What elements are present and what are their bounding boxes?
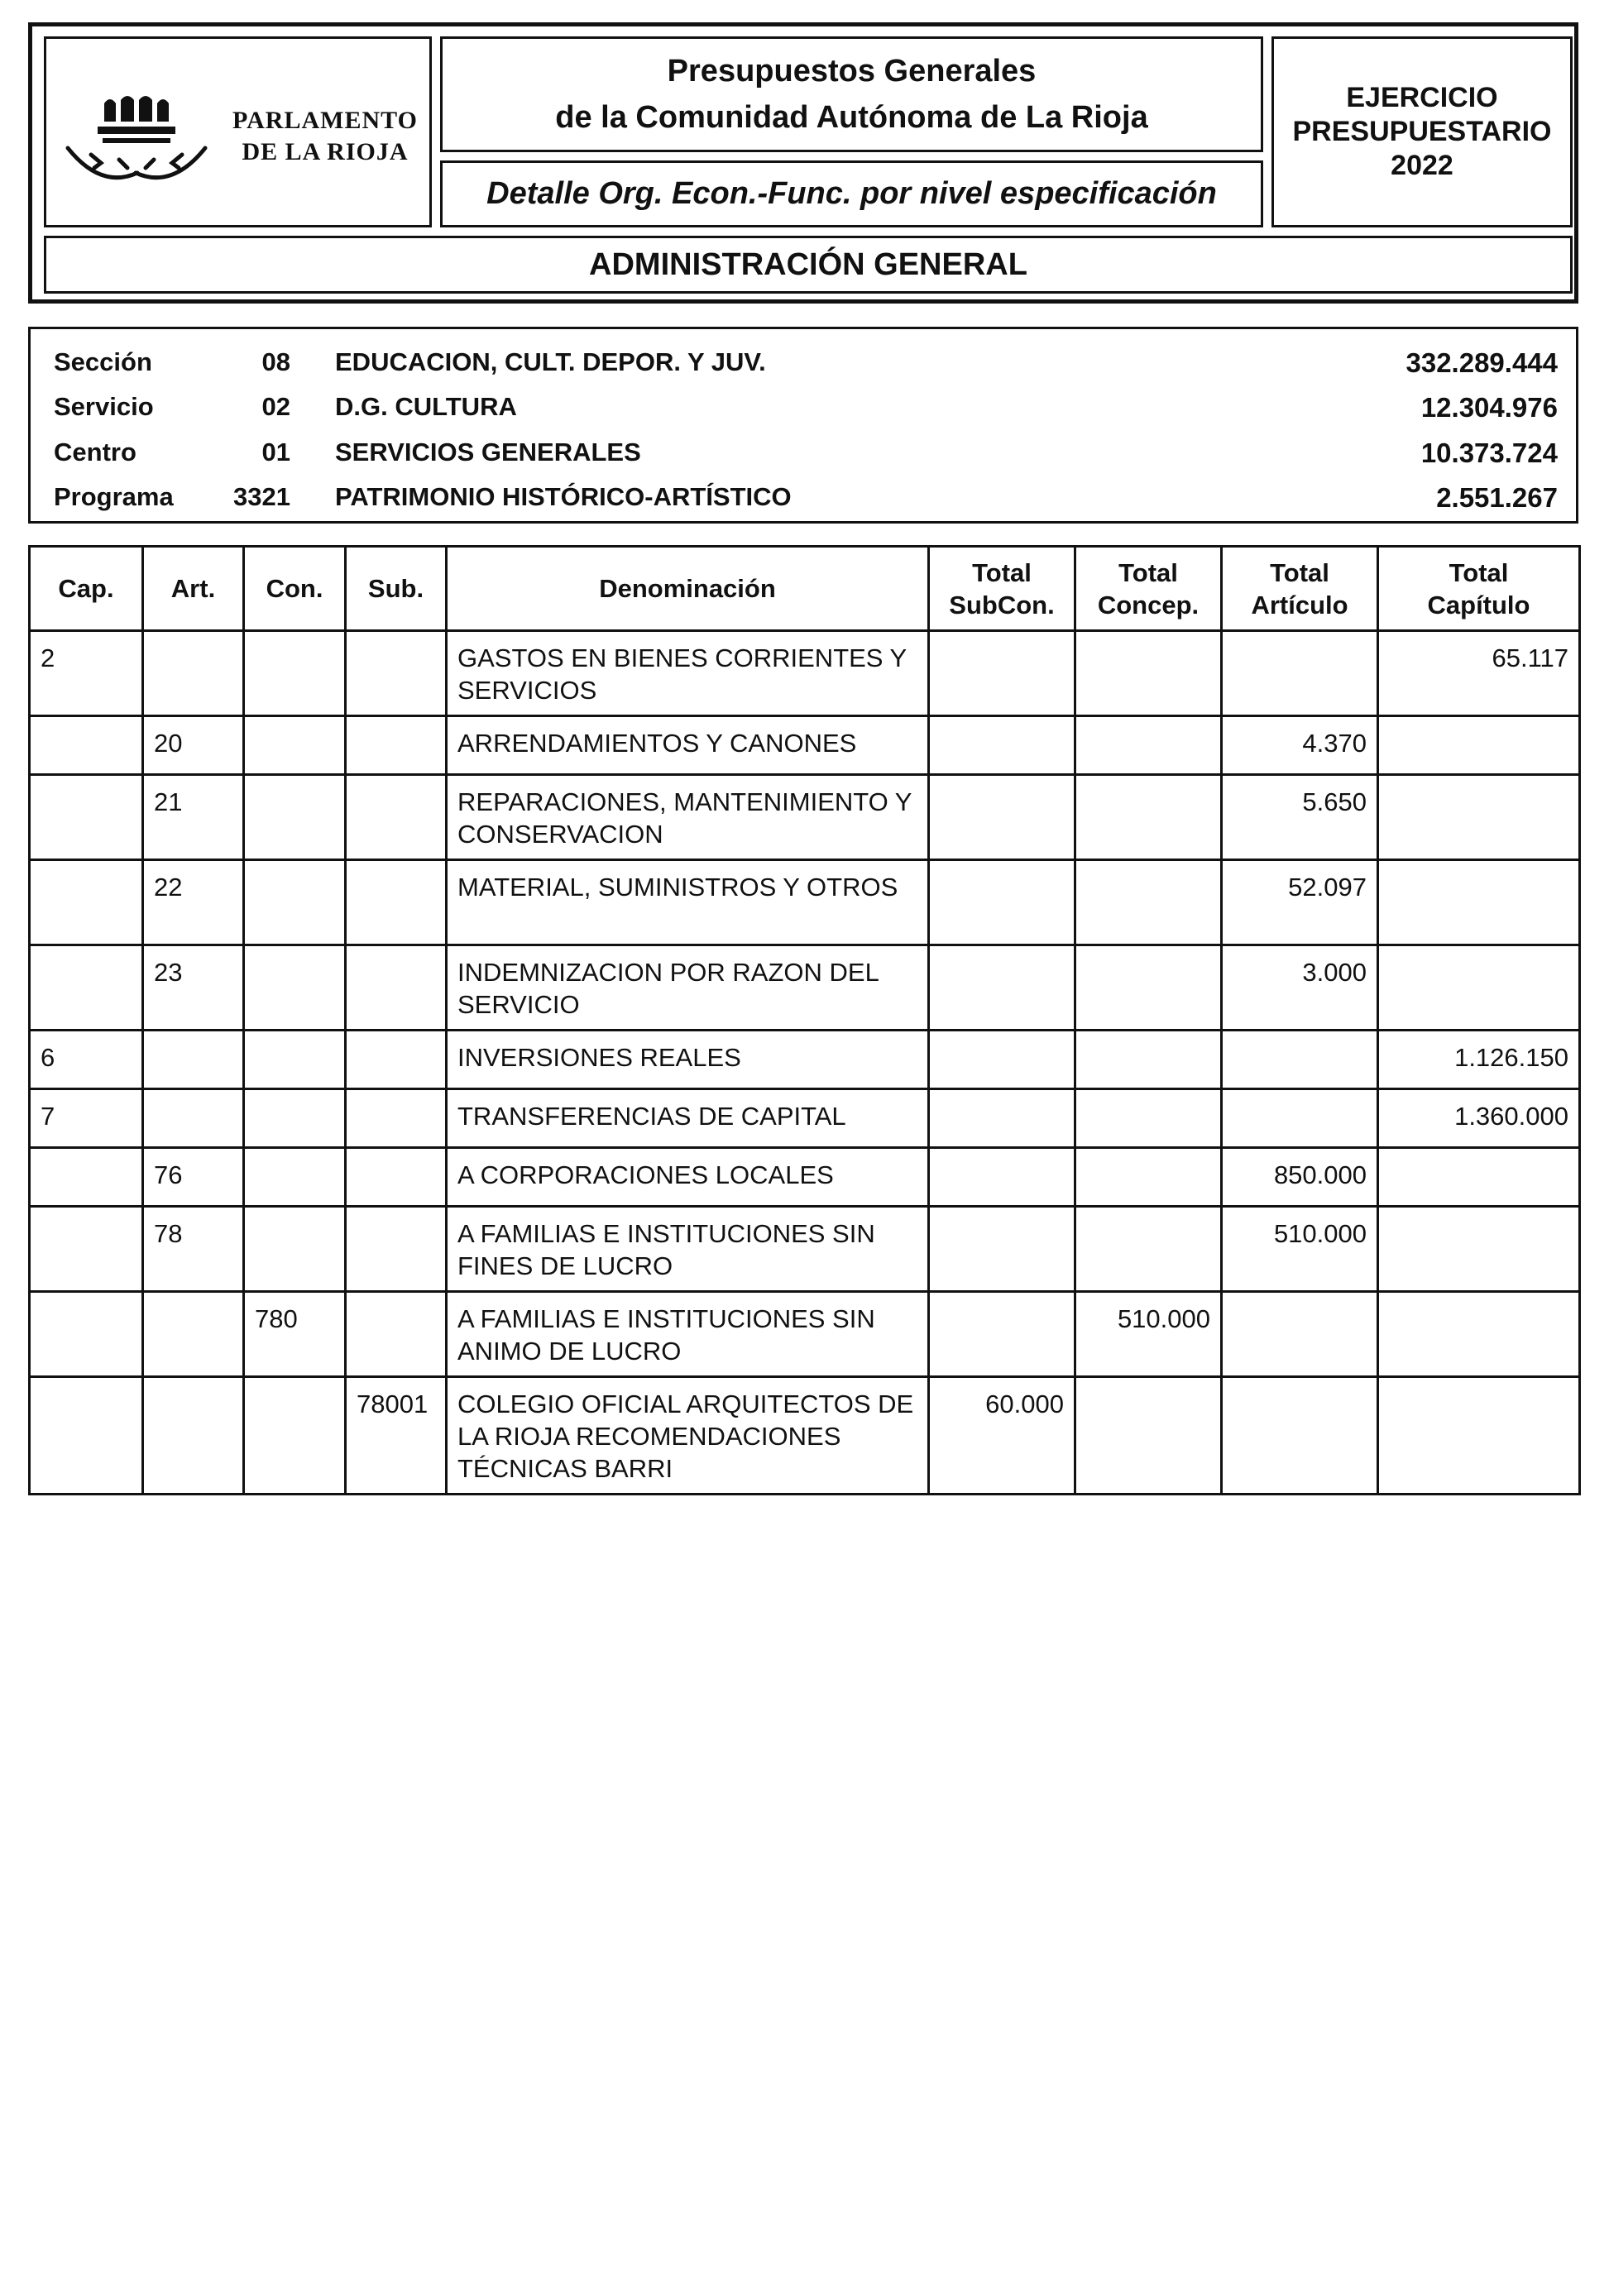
cell-total-capitulo (1378, 716, 1580, 775)
cell-art: 21 (143, 775, 244, 860)
cell-total-concep (1075, 775, 1222, 860)
cell-total-capitulo (1378, 775, 1580, 860)
cell-art (143, 631, 244, 716)
cell-cap (30, 775, 143, 860)
cell-total-articulo (1222, 1292, 1378, 1377)
info-label: Servicio (54, 392, 154, 421)
header-line: Total (972, 557, 1032, 587)
cell-con (244, 716, 346, 775)
parliament-name (222, 105, 429, 168)
cell-sub (346, 1207, 447, 1292)
cell-total-concep (1075, 1377, 1222, 1495)
title-line1: Presupuestos Generales (667, 54, 1037, 88)
col-header-total-subcon (929, 547, 1075, 631)
info-amount: 12.304.976 (1420, 392, 1558, 423)
cell-sub: 78001 (346, 1377, 447, 1495)
cell-denominacion: COLEGIO OFICIAL ARQUITECTOS DE LA RIOJA RECOMENDACIONES TÉCNICAS BARRI (447, 1377, 929, 1495)
year-label-line2: PRESUPUESTARIO (1292, 116, 1552, 147)
header-line: Total (1449, 557, 1509, 587)
cell-art (143, 1089, 244, 1148)
parliament-name-line1: PARLAMENTO (232, 107, 418, 134)
cell-total-capitulo (1378, 1148, 1580, 1207)
info-description: EDUCACION, CULT. DEPOR. Y JUV. (335, 347, 766, 376)
cell-total-capitulo: 1.360.000 (1378, 1089, 1580, 1148)
cell-total-articulo (1222, 1089, 1378, 1148)
administration-title (44, 236, 1573, 294)
cell-cap (30, 1148, 143, 1207)
cell-total-concep (1075, 1089, 1222, 1148)
cell-total-articulo: 5.650 (1222, 775, 1378, 860)
cell-denominacion: MATERIAL, SUMINISTROS Y OTROS (447, 860, 929, 945)
cell-art (143, 1377, 244, 1495)
cell-total-subcon (929, 1292, 1075, 1377)
cell-total-concep (1075, 860, 1222, 945)
header-line: Capítulo (1427, 590, 1530, 619)
cell-total-articulo (1222, 1377, 1378, 1495)
cell-total-subcon (929, 1148, 1075, 1207)
header-line: SubCon. (949, 590, 1055, 619)
header-line: Concep. (1097, 590, 1200, 619)
cell-total-articulo (1222, 631, 1378, 716)
cell-total-capitulo (1378, 860, 1580, 945)
cell-con (244, 945, 346, 1031)
document-header (28, 22, 1578, 304)
info-code: 01 (261, 438, 290, 466)
cell-total-articulo: 52.097 (1222, 860, 1378, 945)
cell-sub (346, 1148, 447, 1207)
cell-cap (30, 716, 143, 775)
cell-total-subcon (929, 1089, 1075, 1148)
cell-sub (346, 1031, 447, 1089)
parliament-name-line2: DE LA RIOJA (242, 138, 409, 165)
info-amount: 2.551.267 (1436, 482, 1558, 513)
cell-art: 22 (143, 860, 244, 945)
table-row (30, 1148, 1580, 1207)
cell-total-capitulo: 65.117 (1378, 631, 1580, 716)
table-row (30, 1377, 1580, 1495)
cell-sub (346, 716, 447, 775)
col-header-cap: Cap. (30, 547, 143, 631)
cell-art (143, 1292, 244, 1377)
cell-con (244, 1377, 346, 1495)
cell-total-subcon (929, 860, 1075, 945)
cell-total-concep: 510.000 (1075, 1292, 1222, 1377)
info-row-servicio (31, 384, 1576, 428)
cell-total-concep (1075, 1207, 1222, 1292)
table-row (30, 775, 1580, 860)
cell-denominacion: A CORPORACIONES LOCALES (447, 1148, 929, 1207)
cell-total-capitulo: 1.126.150 (1378, 1031, 1580, 1089)
cell-cap (30, 945, 143, 1031)
cell-total-subcon (929, 945, 1075, 1031)
cell-total-subcon (929, 631, 1075, 716)
cell-art: 23 (143, 945, 244, 1031)
logo-panel (44, 36, 432, 227)
info-description: PATRIMONIO HISTÓRICO-ARTÍSTICO (335, 482, 792, 511)
cell-cap: 7 (30, 1089, 143, 1148)
cell-sub (346, 945, 447, 1031)
cell-con (244, 775, 346, 860)
info-code: 02 (261, 392, 290, 421)
cell-total-articulo: 850.000 (1222, 1148, 1378, 1207)
cell-con (244, 1031, 346, 1089)
info-description: D.G. CULTURA (335, 392, 517, 421)
cell-total-capitulo (1378, 1377, 1580, 1495)
cell-con (244, 631, 346, 716)
document-title (440, 36, 1263, 152)
cell-total-subcon (929, 716, 1075, 775)
cell-denominacion: ARRENDAMIENTOS Y CANONES (447, 716, 929, 775)
info-row-centro (31, 429, 1576, 474)
info-label: Centro (54, 438, 136, 466)
cell-denominacion: GASTOS EN BIENES CORRIENTES Y SERVICIOS (447, 631, 929, 716)
cell-cap (30, 1377, 143, 1495)
year-label-line1: EJERCICIO (1346, 82, 1498, 113)
info-amount: 10.373.724 (1420, 438, 1558, 468)
info-description: SERVICIOS GENERALES (335, 438, 641, 466)
table-header-row (30, 547, 1580, 631)
cell-art (143, 1031, 244, 1089)
cell-art: 20 (143, 716, 244, 775)
cell-art: 76 (143, 1148, 244, 1207)
subtitle-text: Detalle Org. Econ.-Func. por nivel especificación (486, 176, 1217, 211)
cell-denominacion: A FAMILIAS E INSTITUCIONES SIN FINES DE LUCRO (447, 1207, 929, 1292)
table-row (30, 860, 1580, 945)
header-line: Artículo (1251, 590, 1348, 619)
cell-cap (30, 1207, 143, 1292)
cell-total-articulo: 3.000 (1222, 945, 1378, 1031)
cell-sub (346, 1292, 447, 1377)
info-code: 08 (261, 347, 290, 376)
budget-year-panel (1271, 36, 1573, 227)
col-header-art: Art. (143, 547, 244, 631)
table-row (30, 716, 1580, 775)
cell-cap: 6 (30, 1031, 143, 1089)
info-amount: 332.289.444 (1405, 347, 1558, 378)
cell-total-concep (1075, 1148, 1222, 1207)
info-row-programa (31, 474, 1576, 519)
col-header-total-articulo (1222, 547, 1378, 631)
cell-total-concep (1075, 945, 1222, 1031)
cell-cap: 2 (30, 631, 143, 716)
document-subtitle (440, 160, 1263, 227)
cell-total-capitulo (1378, 1207, 1580, 1292)
header-line: Total (1270, 557, 1329, 587)
cell-total-articulo: 510.000 (1222, 1207, 1378, 1292)
cell-total-concep (1075, 631, 1222, 716)
budget-table (28, 545, 1581, 1495)
table-row (30, 1089, 1580, 1148)
cell-denominacion: A FAMILIAS E INSTITUCIONES SIN ANIMO DE LUCRO (447, 1292, 929, 1377)
cell-sub (346, 631, 447, 716)
cell-cap (30, 1292, 143, 1377)
col-header-sub: Sub. (346, 547, 447, 631)
cell-total-subcon: 60.000 (929, 1377, 1075, 1495)
cell-sub (346, 860, 447, 945)
cell-total-subcon (929, 1207, 1075, 1292)
parliament-emblem-icon (61, 88, 227, 196)
cell-con: 780 (244, 1292, 346, 1377)
year-value: 2022 (1391, 150, 1453, 181)
cell-denominacion: TRANSFERENCIAS DE CAPITAL (447, 1089, 929, 1148)
cell-sub (346, 775, 447, 860)
cell-con (244, 1089, 346, 1148)
cell-total-concep (1075, 1031, 1222, 1089)
info-code: 3321 (233, 482, 290, 511)
administration-title-text: ADMINISTRACIÓN GENERAL (589, 246, 1027, 282)
table-row (30, 1031, 1580, 1089)
cell-total-subcon (929, 775, 1075, 860)
cell-art: 78 (143, 1207, 244, 1292)
cell-denominacion: INVERSIONES REALES (447, 1031, 929, 1089)
table-row (30, 1207, 1580, 1292)
col-header-total-capitulo (1378, 547, 1580, 631)
cell-con (244, 1148, 346, 1207)
cell-total-capitulo (1378, 1292, 1580, 1377)
table-row (30, 945, 1580, 1031)
table-row (30, 631, 1580, 716)
col-header-total-concep (1075, 547, 1222, 631)
cell-total-articulo (1222, 1031, 1378, 1089)
cell-total-subcon (929, 1031, 1075, 1089)
info-label: Sección (54, 347, 152, 376)
cell-denominacion: INDEMNIZACION POR RAZON DEL SERVICIO (447, 945, 929, 1031)
cell-con (244, 1207, 346, 1292)
info-label: Programa (54, 482, 174, 511)
cell-cap (30, 860, 143, 945)
info-row-seccion (31, 339, 1576, 384)
cell-total-concep (1075, 716, 1222, 775)
cell-sub (346, 1089, 447, 1148)
cell-denominacion: REPARACIONES, MANTENIMIENTO Y CONSERVACION (447, 775, 929, 860)
title-line2: de la Comunidad Autónoma de La Rioja (555, 100, 1148, 135)
table-row (30, 1292, 1580, 1377)
col-header-con: Con. (244, 547, 346, 631)
cell-total-capitulo (1378, 945, 1580, 1031)
organizational-info (28, 327, 1578, 524)
col-header-denominacion: Denominación (447, 547, 929, 631)
cell-con (244, 860, 346, 945)
cell-total-articulo: 4.370 (1222, 716, 1378, 775)
header-line: Total (1118, 557, 1178, 587)
